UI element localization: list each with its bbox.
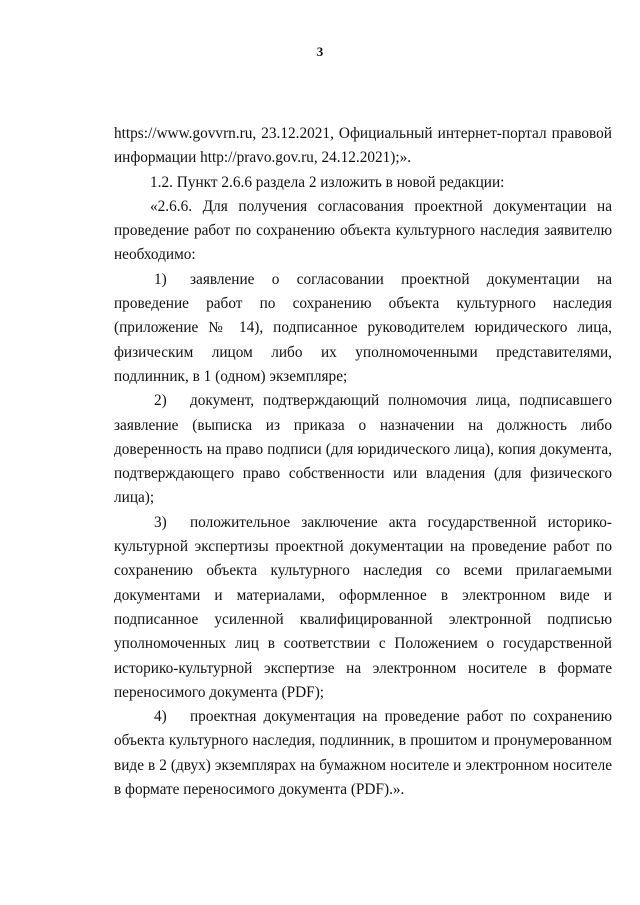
list-item-number: 1) bbox=[154, 270, 167, 288]
list-item-text: проектная документация на проведение работ по сохранению объекта культурного наследия, подлинник, в прошитом и пронумерованном виде в 2 (двух) экземплярах на бумажном носителе и электронном носителе в формате переносимого документа (PDF).». bbox=[114, 708, 612, 799]
list-item bbox=[114, 389, 612, 510]
list-item bbox=[114, 268, 612, 389]
list-item-text: положительное заключение акта государственной историко-культурной экспертизы проектной документации на проведение работ по сохранению объекта культурного наследия со всеми прилагаемыми документами и материалами, оформленное в электронном виде и подписанное усиленной квалифицированной электронной подписью уполномоченных лиц в соответствии с Положением о государственной историко-культурной экспертизе на электронном носителе в формате переносимого документа (PDF); bbox=[114, 513, 612, 701]
list-item-text: документ, подтверждающий полномочия лица, подписавшего заявление (выписка из приказа о назначении на должность либо доверенность на право подписи (для юридического лица), копия документа, подтверждающего право собственности или владения (для физического лица); bbox=[114, 392, 612, 507]
document-body bbox=[114, 122, 612, 802]
list-item bbox=[114, 705, 612, 802]
continuation-paragraph: https://www.govvrn.ru, 23.12.2021, Официальный интернет-портал правовой информации http://pravo.gov.ru, 24.12.2021);». bbox=[114, 125, 612, 167]
list-item bbox=[114, 511, 612, 705]
clause-1-2-paragraph: 1.2. Пункт 2.6.6 раздела 2 изложить в новой редакции: bbox=[150, 173, 505, 191]
clause-2-6-6-paragraph: «2.6.6. Для получения согласования проектной документации на проведение работ по сохранению объекта культурного наследия заявителю необходимо: bbox=[114, 197, 612, 264]
page-number: 3 bbox=[316, 44, 324, 59]
list-item-text: заявление о согласовании проектной документации на проведение работ по сохранению объекта культурного наследия (приложение № 14), подписанное руководителем юридического лица, физическим лицом либо их уполномоченными представителями, подлинник, в 1 (одном) экземпляре; bbox=[114, 270, 612, 385]
list-item-number: 2) bbox=[154, 392, 167, 410]
list-item-number: 3) bbox=[154, 513, 167, 531]
list-item-number: 4) bbox=[154, 708, 167, 726]
